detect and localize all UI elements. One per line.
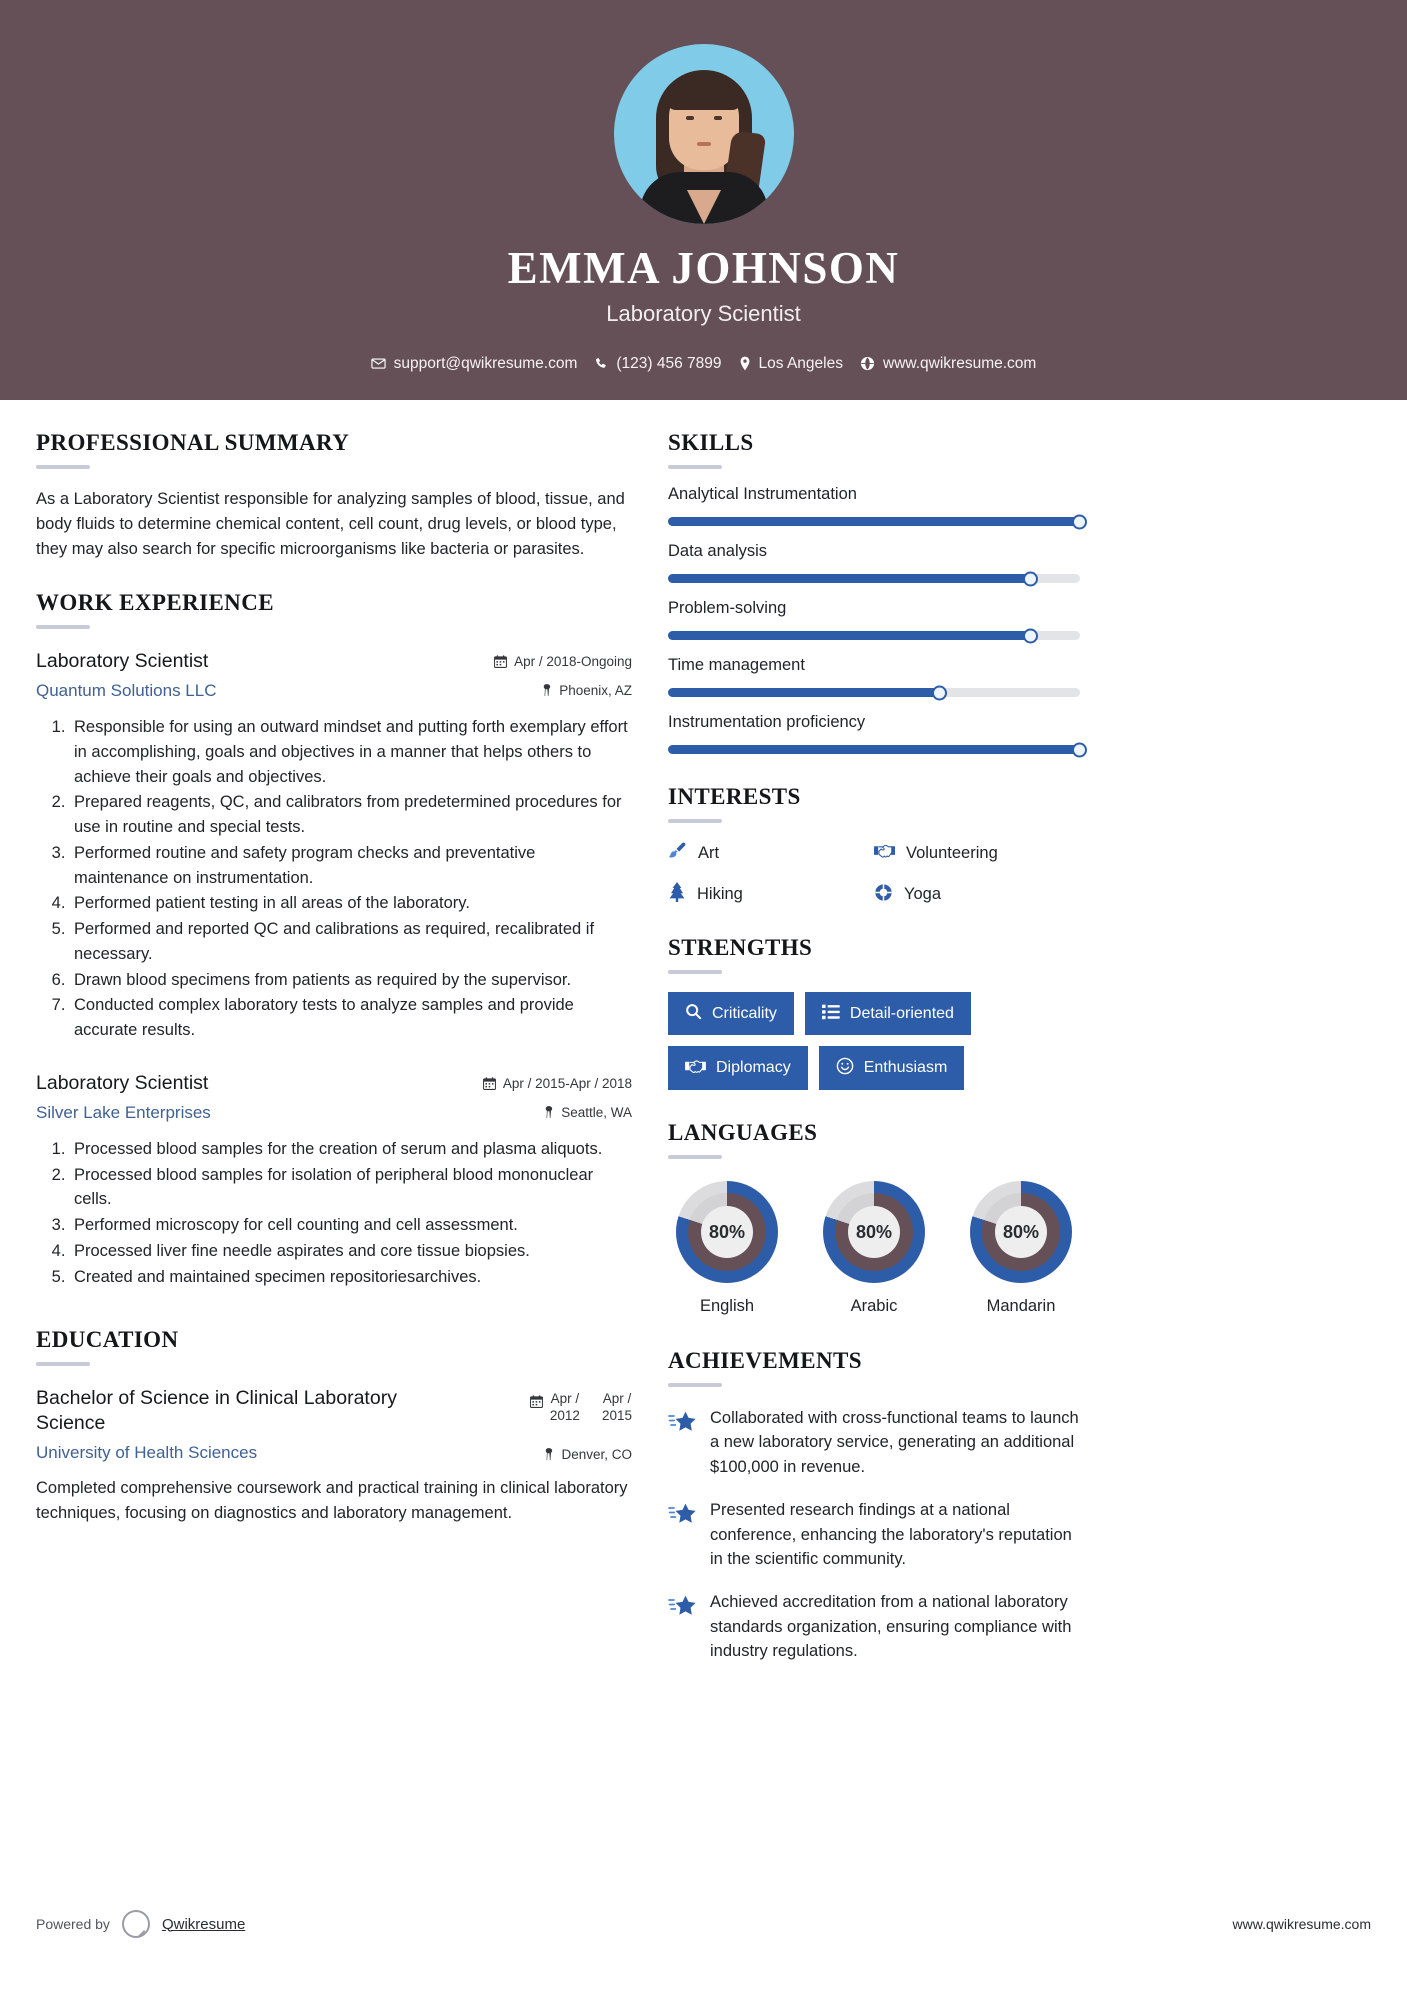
education-end-year: 2015 <box>601 1408 632 1424</box>
skill-bar-fill <box>668 574 1031 583</box>
contact-phone[interactable] <box>590 355 725 373</box>
powered-by-block <box>36 1910 245 1938</box>
list-item: 5. Performed and reported QC and calibrations as required, recalibrated if necessary. <box>70 917 632 967</box>
contact-email[interactable] <box>367 355 582 373</box>
shooting-star-icon <box>668 1501 696 1571</box>
skill-bar-fill <box>668 688 940 697</box>
skill-bar-knob[interactable] <box>1023 628 1038 643</box>
skill-bar-fill <box>668 517 1080 526</box>
interest-item-hiking <box>668 882 874 907</box>
footer-website-url: www.qwikresume.com <box>1232 1916 1371 1932</box>
contact-phone-text: (123) 456 7899 <box>616 354 722 372</box>
language-donut-chart <box>676 1181 778 1283</box>
interest-item-yoga <box>874 882 1080 907</box>
language-item-arabic <box>815 1181 933 1316</box>
qwikresume-logo-icon <box>122 1910 150 1938</box>
achievement-item <box>668 1498 1080 1571</box>
achievement-item <box>668 1590 1080 1663</box>
section-title: EDUCATION <box>36 1327 179 1353</box>
interest-label: Volunteering <box>906 843 998 862</box>
education-location: Denver, CO <box>561 1447 632 1463</box>
skill-bar[interactable] <box>668 574 1080 583</box>
languages-list <box>668 1181 1080 1316</box>
job-location: Phoenix, AZ <box>559 683 632 699</box>
degree-title: Bachelor of Science in Clinical Laboratory Science <box>36 1387 397 1435</box>
work-entry <box>36 1071 632 1289</box>
section-rule <box>668 1383 722 1387</box>
avatar <box>614 44 794 224</box>
interest-item-art <box>668 841 874 865</box>
skill-bar-knob[interactable] <box>1023 571 1038 586</box>
location-row <box>432 1105 632 1122</box>
education-end-date <box>602 1391 632 1425</box>
strength-chip-enthusiasm[interactable] <box>819 1046 965 1090</box>
date-row <box>432 654 632 671</box>
list-item: 5. Created and maintained specimen repositoriesarchives. <box>70 1265 632 1290</box>
work-entry <box>36 649 632 1043</box>
location-row <box>432 683 632 700</box>
list-item: 1. Responsible for using an outward mindset and putting forth exemplary effort in accomplishing, goals and objectives in a manner that helps others to achieve their goals and objectives. <box>70 715 632 789</box>
shooting-star-icon <box>668 1593 696 1663</box>
achievement-text: Achieved accreditation from a national laboratory standards organization, ensuring compliance with industry regulations. <box>710 1593 1072 1661</box>
skill-label: Problem-solving <box>668 599 787 617</box>
strengths-list <box>668 992 1080 1090</box>
skill-label: Instrumentation proficiency <box>668 713 866 731</box>
work-entry-head <box>36 649 632 701</box>
education-start-month: Apr / <box>550 1391 580 1407</box>
resume-header <box>0 0 1407 400</box>
section-title: WORK EXPERIENCE <box>36 590 274 616</box>
location-row <box>432 1447 632 1464</box>
interest-label: Hiking <box>697 885 743 903</box>
job-bullets <box>36 1137 632 1290</box>
interest-label: Art <box>698 843 720 862</box>
skill-item <box>668 485 1080 526</box>
section-title: STRENGTHS <box>668 935 813 960</box>
list-item: 3. Performed microscopy for cell counting and cell assessment. <box>70 1213 632 1238</box>
job-dates: Apr / 2015-Apr / 2018 <box>502 1075 632 1091</box>
list-item: 4. Processed liver fine needle aspirates and core tissue biopsies. <box>70 1239 632 1264</box>
list-item: 2. Processed blood samples for isolation of peripheral blood mononuclear cells. <box>70 1163 632 1213</box>
education-start-year: 2012 <box>549 1408 580 1424</box>
work-entry-meta <box>432 1071 632 1122</box>
language-label: Mandarin <box>986 1297 1056 1315</box>
language-donut-chart <box>823 1181 925 1283</box>
language-label: English <box>699 1297 755 1315</box>
lifebuoy-icon <box>874 883 893 907</box>
skill-item <box>668 599 1080 640</box>
location-pin-icon <box>739 356 751 371</box>
section-strengths <box>668 935 1080 1090</box>
globe-icon <box>860 356 875 371</box>
list-icon <box>822 1004 840 1024</box>
contact-website[interactable] <box>856 355 1040 373</box>
donut-percent-label: 80% <box>701 1206 753 1258</box>
education-description: Completed comprehensive coursework and practical training in clinical laboratory techniques, focusing on diagnostics and laboratory management. <box>36 1479 628 1522</box>
skill-bar-knob[interactable] <box>1072 742 1087 757</box>
smiley-icon <box>836 1057 854 1079</box>
job-title: Laboratory Scientist <box>36 1071 209 1094</box>
donut-percent-label: 80% <box>995 1206 1047 1258</box>
section-languages <box>668 1120 1080 1316</box>
education-entry-head <box>36 1386 632 1464</box>
job-bullets <box>36 715 632 1043</box>
education-entry-left <box>36 1386 432 1463</box>
paintbrush-icon <box>668 841 687 865</box>
skill-bar[interactable] <box>668 745 1080 754</box>
section-skills <box>668 430 1080 754</box>
work-entry-left <box>36 1071 432 1123</box>
contact-email-text: support@qwikresume.com <box>393 354 578 372</box>
skill-item <box>668 542 1080 583</box>
section-rule <box>668 970 722 974</box>
email-icon <box>371 356 386 371</box>
section-education <box>36 1327 632 1525</box>
list-item: 2. Prepared reagents, QC, and calibrators from predetermined procedures for use in routine and special tests. <box>70 790 632 840</box>
donut-percent-label: 80% <box>848 1206 900 1258</box>
achievement-text: Collaborated with cross-functional teams to launch a new laboratory service, generating an additional $100,000 in revenue. <box>710 1409 1079 1476</box>
strength-label: Enthusiasm <box>863 1059 948 1076</box>
section-work-experience <box>36 590 632 1289</box>
education-end-month: Apr / <box>602 1391 632 1407</box>
avatar-fringe <box>666 76 742 110</box>
job-title: Laboratory Scientist <box>36 650 209 673</box>
handshake-icon <box>874 842 895 865</box>
section-title: SKILLS <box>668 430 754 455</box>
avatar-collar <box>687 190 721 224</box>
skill-bar-knob[interactable] <box>932 685 947 700</box>
map-pin-icon <box>543 1105 554 1122</box>
list-item: 3. Performed routine and safety program checks and preventative maintenance on instrumentation. <box>70 841 632 891</box>
strength-label: Diplomacy <box>716 1059 791 1076</box>
section-achievements <box>668 1348 1080 1664</box>
interest-label: Yoga <box>904 885 942 903</box>
list-item: 1. Processed blood samples for the creation of serum and plasma aliquots. <box>70 1137 632 1162</box>
work-entry-left <box>36 649 432 701</box>
shooting-star-icon <box>668 1409 696 1479</box>
section-title: LANGUAGES <box>668 1120 818 1145</box>
page-title: EMMA JOHNSON <box>507 243 900 293</box>
skill-item <box>668 656 1080 697</box>
list-item: 7. Conducted complex laboratory tests to analyze samples and provide accurate results. <box>70 993 632 1043</box>
search-icon <box>685 1003 702 1024</box>
section-rule <box>36 625 90 629</box>
skill-bar[interactable] <box>668 517 1080 526</box>
phone-icon <box>594 357 608 371</box>
interest-item-volunteering <box>874 841 1080 865</box>
right-column <box>668 430 1080 1670</box>
powered-by-label: Powered by <box>36 1916 110 1932</box>
qwikresume-brand-link[interactable]: Qwikresume <box>161 1915 246 1933</box>
calendar-icon <box>483 1076 496 1093</box>
work-entry-head <box>36 1071 632 1123</box>
education-date-pair <box>550 1391 632 1425</box>
contact-location-text: Los Angeles <box>758 354 843 372</box>
contact-location <box>735 355 847 373</box>
list-item: 6. Drawn blood specimens from patients as required by the supervisor. <box>70 968 632 993</box>
skill-bar[interactable] <box>668 688 1080 697</box>
achievement-text: Presented research findings at a national conference, enhancing the laboratory's reputation in the scientific community. <box>710 1501 1072 1569</box>
language-item-mandarin <box>962 1181 1080 1316</box>
section-rule <box>668 465 722 469</box>
section-rule <box>668 1155 722 1159</box>
resume-footer <box>0 1910 1407 1938</box>
language-donut-chart <box>970 1181 1072 1283</box>
work-entry-meta <box>432 649 632 700</box>
map-pin-icon <box>541 683 552 700</box>
tree-icon <box>668 882 686 907</box>
section-professional-summary <box>36 430 632 562</box>
skill-label: Data analysis <box>668 542 768 560</box>
skill-label: Analytical Instrumentation <box>668 485 857 503</box>
skill-bar[interactable] <box>668 631 1080 640</box>
company-name[interactable]: Silver Lake Enterprises <box>36 1102 211 1122</box>
left-column <box>36 430 632 1670</box>
date-row <box>432 1076 632 1093</box>
calendar-icon <box>494 654 507 671</box>
section-title: INTERESTS <box>668 784 801 809</box>
language-item-english <box>668 1181 786 1316</box>
language-label: Arabic <box>850 1297 898 1315</box>
education-entry <box>36 1386 632 1525</box>
contact-website-text: www.qwikresume.com <box>883 354 1037 372</box>
job-location: Seattle, WA <box>561 1104 632 1120</box>
avatar-eye-right <box>714 116 722 120</box>
interests-grid <box>668 841 1080 907</box>
map-pin-icon <box>543 1447 554 1464</box>
achievement-item <box>668 1406 1080 1479</box>
section-rule <box>36 1362 90 1366</box>
contact-bar <box>0 355 1407 373</box>
handshake-icon <box>685 1058 706 1079</box>
section-title: ACHIEVEMENTS <box>668 1348 862 1373</box>
education-start-date <box>550 1391 580 1425</box>
strength-label: Criticality <box>712 1004 777 1022</box>
strength-label: Detail-oriented <box>849 1004 954 1022</box>
summary-text: As a Laboratory Scientist responsible for analyzing samples of blood, tissue, and body fluids to determine chemical content, cell count, drug levels, or blood type, they may also search for specific microorganisms like bacteria or parasites. <box>36 490 625 559</box>
skill-bar-fill <box>668 631 1031 640</box>
section-title: PROFESSIONAL SUMMARY <box>36 430 350 455</box>
skill-bar-fill <box>668 745 1080 754</box>
job-role: Laboratory Scientist <box>606 300 801 326</box>
section-rule <box>36 465 90 469</box>
list-item: 4. Performed patient testing in all areas of the laboratory. <box>70 891 632 916</box>
strength-chip-criticality[interactable] <box>668 992 794 1035</box>
avatar-eye-left <box>686 116 694 120</box>
strength-chip-detail-oriented[interactable] <box>805 992 971 1035</box>
section-rule <box>668 819 722 823</box>
resume-body <box>0 400 1407 1670</box>
skill-label: Time management <box>668 656 805 674</box>
section-interests <box>668 784 1080 907</box>
strength-chip-diplomacy[interactable] <box>668 1046 808 1090</box>
job-dates: Apr / 2018-Ongoing <box>514 654 632 670</box>
education-entry-meta <box>432 1386 632 1464</box>
date-row <box>432 1391 632 1425</box>
calendar-icon <box>530 1395 543 1411</box>
skill-bar-knob[interactable] <box>1072 514 1087 529</box>
school-name[interactable]: University of Health Sciences <box>36 1443 258 1463</box>
company-name[interactable]: Quantum Solutions LLC <box>36 681 217 701</box>
skill-item <box>668 713 1080 754</box>
avatar-mouth <box>697 142 711 146</box>
